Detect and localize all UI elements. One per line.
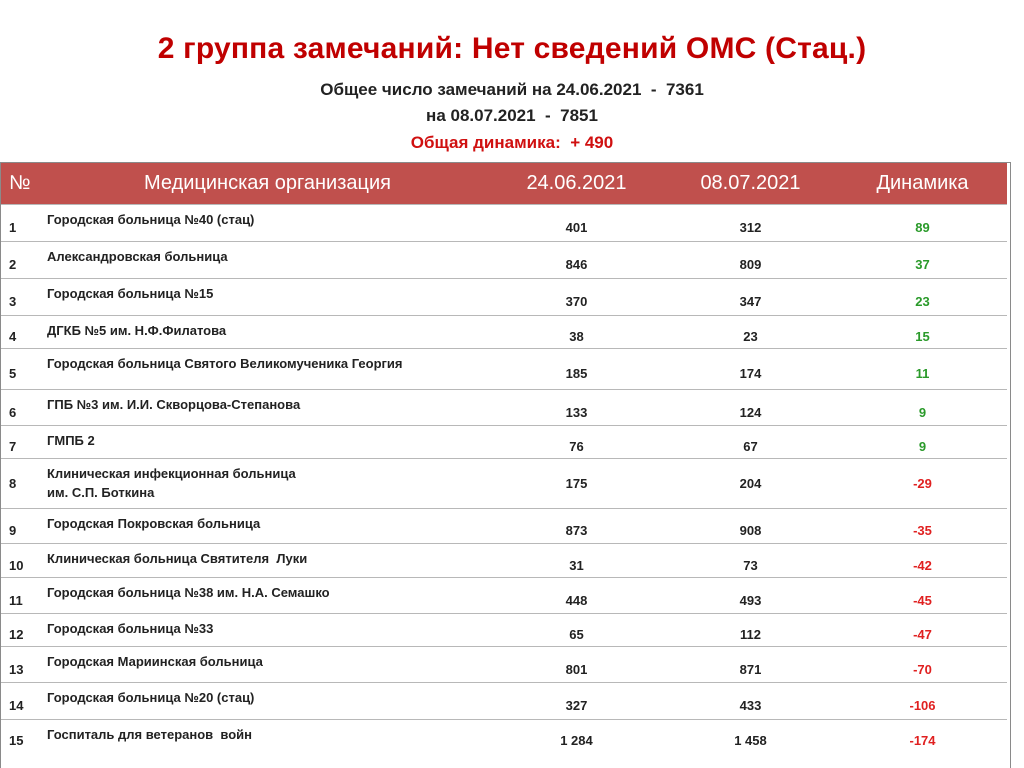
value-date2: 112 [740,627,761,642]
row-number: 15 [9,733,24,749]
table-row [1,241,1007,278]
value-date1: 370 [565,294,588,309]
row-number: 8 [9,475,17,491]
organization-name-line: ДГКБ №5 им. Н.Ф.Филатова [47,322,227,338]
row-number: 9 [9,523,17,538]
organization-name-line: ГПБ №3 им. И.И. Скворцова-Степанова [47,396,301,412]
table-row [1,425,1007,458]
organization-name [45,348,490,389]
organization-name-line: Городская больница Святого Великомученика Георгия [47,355,403,371]
organization-name [45,278,490,315]
table-row [1,543,1007,577]
value-date2: 67 [743,439,758,454]
organization-name [45,719,490,752]
value-date2: 73 [743,557,758,573]
value-date1: 65 [569,627,584,642]
organization-name-line: Госпиталь для ветеранов войн [47,726,252,742]
page-title: 2 группа замечаний: Нет сведений ОМС (Стац.) [157,32,867,65]
value-date2: 908 [739,523,762,538]
dynamics-value: -45 [913,592,932,608]
organization-name-line: Клиническая больница Святителя Луки [47,550,308,566]
column-header-org: Медицинская организация [144,171,391,194]
column-header-date2: 08.07.2021 [700,171,801,194]
row-number: 4 [9,329,17,344]
organization-name-line: Городская Покровская больница [47,515,261,531]
dynamics-value: 9 [918,439,927,454]
value-date2: 174 [739,366,762,381]
row-number: 11 [9,592,23,608]
value-date1: 76 [569,439,584,454]
organization-name [45,646,490,682]
dynamics-value: -29 [913,475,932,491]
organization-name-line: Александровская больница [47,248,228,264]
table-header-row [1,163,1007,204]
remarks-table [1,163,1007,752]
dynamics-value: -35 [913,523,932,538]
table-row [1,204,1007,241]
organization-name-line: им. С.П. Боткина [47,485,155,500]
value-date1: 873 [565,523,588,538]
table-row [1,315,1007,348]
row-number: 6 [9,404,17,420]
dynamics-value: 89 [915,220,930,235]
row-number: 2 [9,257,17,272]
total-line-1: Общее число замечаний на 24.06.2021 - 7361 [320,80,704,99]
value-date2: 809 [739,257,762,272]
dynamics-value: 37 [915,257,930,272]
value-date1: 327 [565,698,588,713]
table-row [1,646,1007,682]
organization-name [45,389,490,425]
organization-name [45,577,490,613]
organization-name [45,508,490,543]
value-date2: 871 [739,661,762,677]
value-date2: 1 458 [734,733,767,749]
row-number: 14 [9,698,24,713]
table-row [1,719,1007,752]
organization-name-line: Городская больница №33 [47,620,214,636]
row-number: 12 [9,627,24,642]
organization-name [45,241,490,278]
organization-name [45,543,490,577]
dynamics-value: -47 [913,627,932,642]
row-number: 13 [9,661,24,677]
row-number: 1 [9,220,17,235]
table-row [1,682,1007,719]
organization-name-line: Городская больница №40 (стац) [47,211,255,227]
organization-name [45,458,490,508]
row-number: 5 [9,366,17,381]
value-date2: 204 [739,475,762,491]
dynamics-value: 11 [915,366,930,381]
total-dynamics: Общая динамика: + 490 [410,133,614,152]
value-date1: 1 284 [560,733,593,749]
column-header-date1: 24.06.2021 [526,171,627,194]
table-body [1,204,1007,752]
dynamics-value: -106 [909,698,936,713]
value-date2: 433 [739,698,762,713]
value-date2: 312 [739,220,762,235]
column-header-dynamics: Динамика [876,171,969,194]
value-date1: 448 [565,592,588,608]
organization-name-line: Городская Мариинская больница [47,653,263,669]
dynamics-value: -174 [909,733,936,749]
organization-name-line: Городская больница №38 им. Н.А. Семашко [47,584,330,600]
organization-name [45,315,490,348]
organization-name [45,425,490,458]
table-row [1,577,1007,613]
table-row [1,278,1007,315]
organization-name-line: ГМПБ 2 [47,432,95,448]
organization-name-line: Клиническая инфекционная больница [47,466,296,481]
table-row [1,348,1007,389]
organization-name-line: Городская больница №15 [47,285,214,301]
organization-name [45,204,490,241]
value-date1: 401 [565,220,588,235]
value-date2: 23 [743,329,758,344]
value-date2: 124 [739,404,762,420]
organization-name [45,613,490,646]
table-row [1,389,1007,425]
dynamics-value: 15 [915,329,930,344]
dynamics-value: 9 [918,404,927,420]
value-date1: 801 [565,661,588,677]
row-number: 10 [9,557,24,573]
value-date2: 347 [739,294,762,309]
value-date1: 133 [565,404,588,420]
column-header-num: № [9,171,31,194]
value-date1: 31 [569,557,584,573]
value-date2: 493 [739,592,762,608]
organization-name-line: Городская больница №20 (стац) [47,689,255,705]
value-date1: 175 [565,475,588,491]
organization-name [45,682,490,719]
table-row [1,508,1007,543]
table-row [1,458,1007,508]
row-number: 7 [9,439,17,454]
table-row [1,613,1007,646]
row-number: 3 [9,294,17,309]
value-date1: 38 [569,329,584,344]
value-date1: 846 [565,257,588,272]
dynamics-value: -42 [913,557,932,573]
dynamics-value: 23 [915,294,930,309]
total-line-2: на 08.07.2021 - 7851 [426,106,598,125]
dynamics-value: -70 [913,661,932,677]
value-date1: 185 [565,366,588,381]
